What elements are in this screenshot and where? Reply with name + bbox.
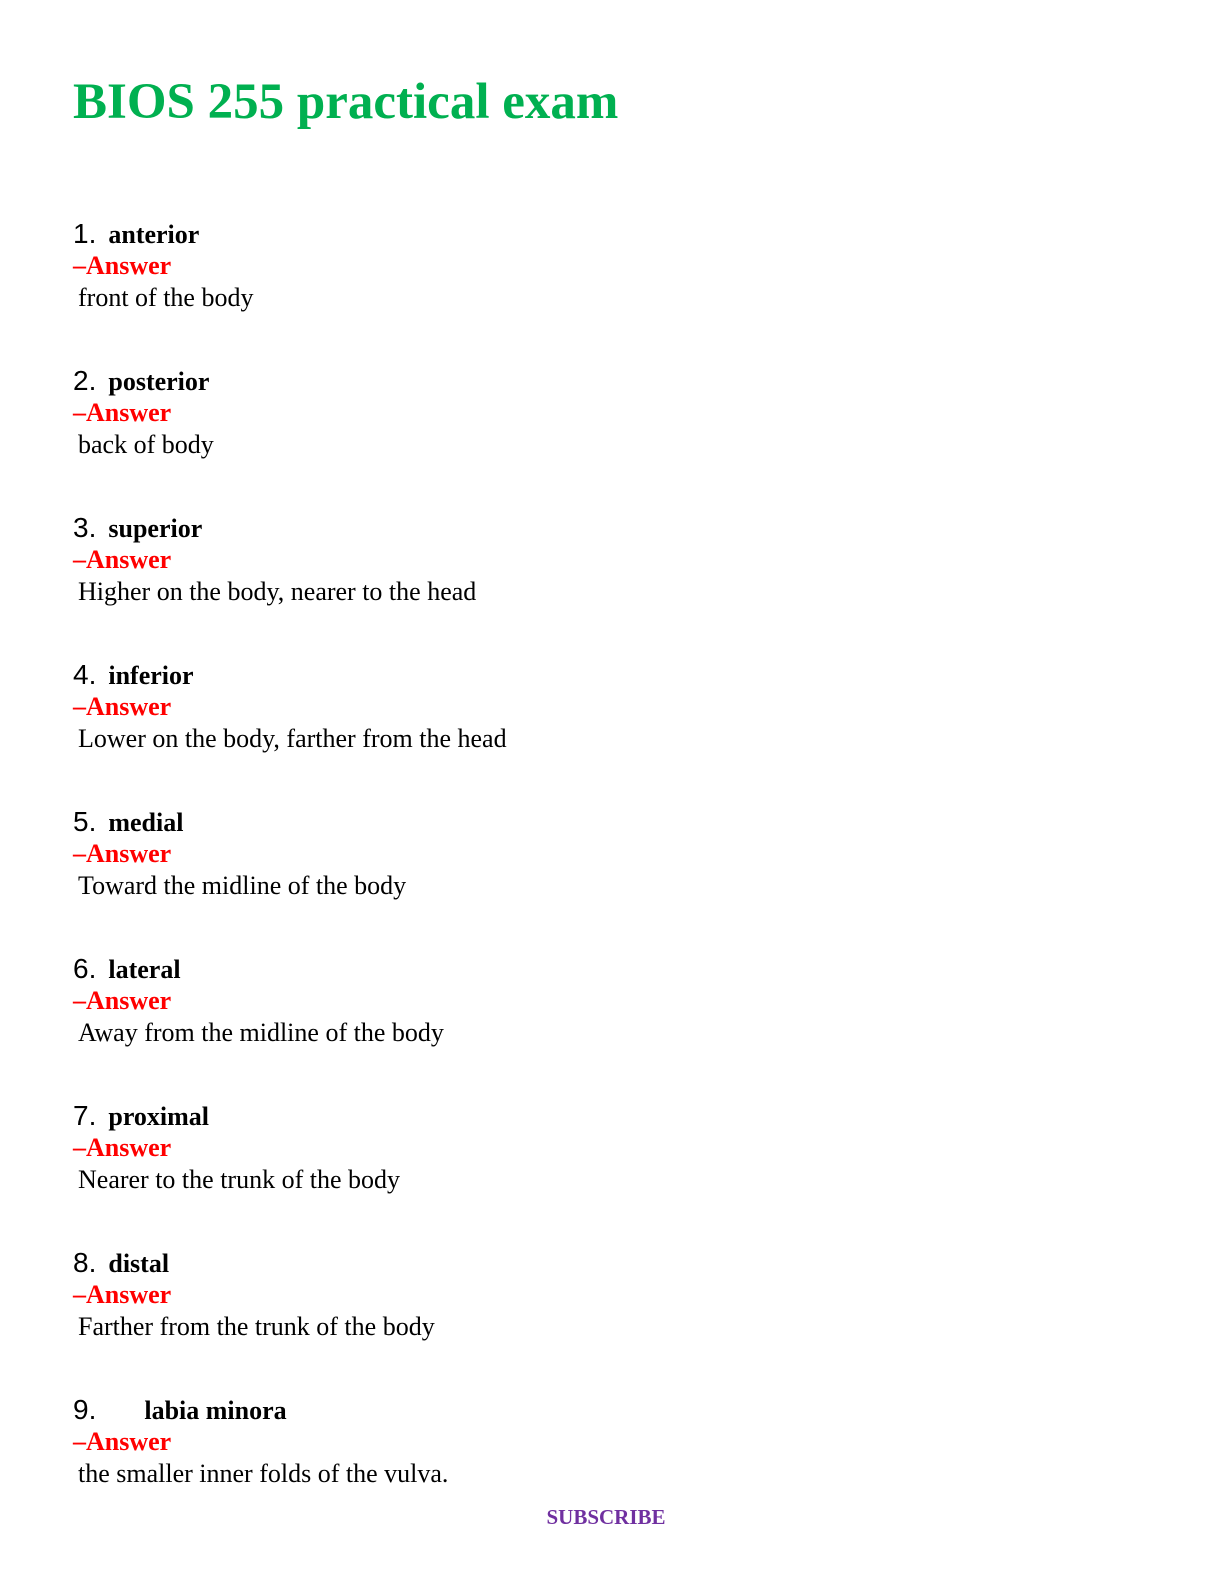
answer-text: Higher on the body, nearer to the head bbox=[78, 577, 477, 606]
question-number: 9. bbox=[73, 1394, 97, 1425]
question-number: 5. bbox=[73, 806, 97, 837]
question-term: medial bbox=[108, 808, 184, 837]
question-term: posterior bbox=[108, 367, 210, 396]
answer-label: –Answer bbox=[73, 1280, 172, 1309]
question-term: labia minora bbox=[144, 1396, 287, 1425]
question-item bbox=[73, 806, 1173, 902]
page-title: BIOS 255 practical exam bbox=[73, 74, 619, 130]
answer-label: –Answer bbox=[73, 251, 172, 280]
question-item bbox=[73, 953, 1173, 1049]
question-term: proximal bbox=[108, 1102, 209, 1131]
question-line bbox=[73, 806, 1173, 838]
question-item bbox=[73, 1100, 1173, 1196]
question-line bbox=[73, 1100, 1173, 1132]
question-number: 8. bbox=[73, 1247, 97, 1278]
answer-text: back of body bbox=[78, 430, 214, 459]
subscribe-link[interactable]: SUBSCRIBE bbox=[546, 1505, 666, 1529]
question-term: anterior bbox=[108, 220, 200, 249]
answer-label: –Answer bbox=[73, 1427, 172, 1456]
question-item bbox=[73, 1394, 1173, 1490]
question-item bbox=[73, 365, 1173, 461]
question-number: 3. bbox=[73, 512, 97, 543]
question-number: 6. bbox=[73, 953, 97, 984]
answer-label: –Answer bbox=[73, 692, 172, 721]
question-item bbox=[73, 1247, 1173, 1343]
question-term: distal bbox=[108, 1249, 170, 1278]
question-line bbox=[73, 365, 1173, 397]
answer-text: Away from the midline of the body bbox=[78, 1018, 444, 1047]
answer-text: front of the body bbox=[78, 283, 254, 312]
answer-text: Toward the midline of the body bbox=[78, 871, 407, 900]
question-line bbox=[73, 218, 1173, 250]
answer-label: –Answer bbox=[73, 1133, 172, 1162]
answer-label: –Answer bbox=[73, 398, 172, 427]
question-number: 2. bbox=[73, 365, 97, 396]
question-item bbox=[73, 659, 1173, 755]
question-number: 4. bbox=[73, 659, 97, 690]
question-line bbox=[73, 1394, 1173, 1426]
question-line bbox=[73, 953, 1173, 985]
question-line bbox=[73, 1247, 1173, 1279]
question-item bbox=[73, 218, 1173, 314]
question-number: 7. bbox=[73, 1100, 97, 1131]
question-line bbox=[73, 512, 1173, 544]
question-item bbox=[73, 512, 1173, 608]
answer-text: Nearer to the trunk of the body bbox=[78, 1165, 401, 1194]
question-term: lateral bbox=[108, 955, 181, 984]
answer-text: Lower on the body, farther from the head bbox=[78, 724, 507, 753]
question-number: 1. bbox=[73, 218, 97, 249]
question-term: superior bbox=[108, 514, 203, 543]
question-term: inferior bbox=[108, 661, 194, 690]
answer-label: –Answer bbox=[73, 545, 172, 574]
answer-label: –Answer bbox=[73, 839, 172, 868]
answer-label: –Answer bbox=[73, 986, 172, 1015]
answer-text: Farther from the trunk of the body bbox=[78, 1312, 435, 1341]
question-line bbox=[73, 659, 1173, 691]
answer-text: the smaller inner folds of the vulva. bbox=[78, 1459, 449, 1488]
